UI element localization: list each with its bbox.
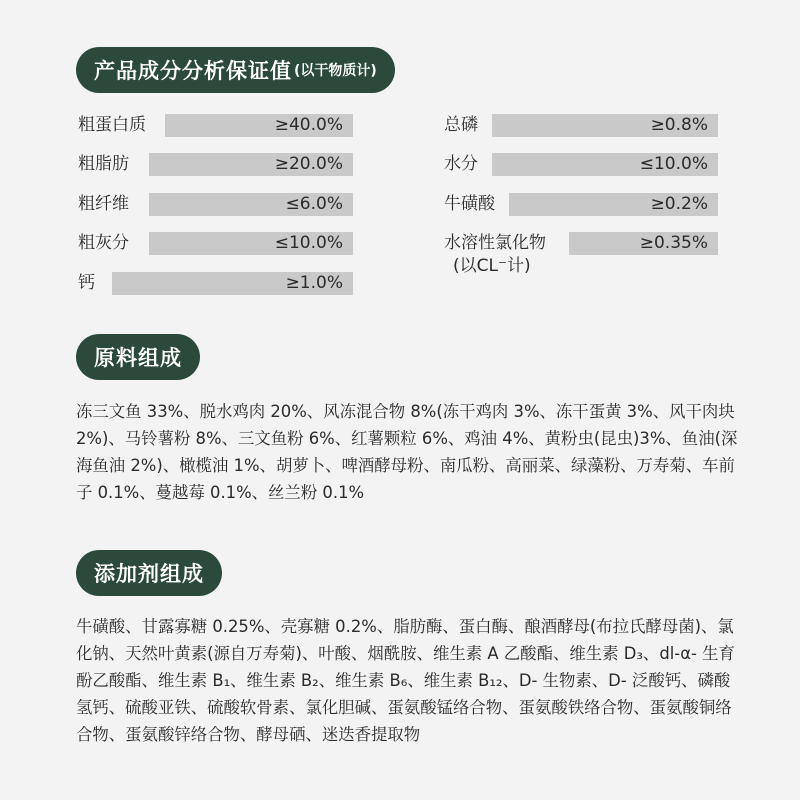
additives-title: 添加剂组成 xyxy=(94,562,204,586)
analysis-label: 粗灰分 xyxy=(78,233,129,253)
analysis-label: 牛磺酸 xyxy=(444,194,495,214)
additives-text: 牛磺酸、甘露寡糖 0.25%、壳寡糖 0.2%、脂肪酶、蛋白酶、酿酒酵母(布拉氏酵母菌)、氯化钠、天然叶黄素(源自万寿菊)、叶酸、烟酰胺、维生素 A 乙酸酯、维生素 D₃、dl-α- 生育酚乙酸酯、维生素 B₁、维生素 B₂、维生素 B₆、维生素 B₁₂、D- 生物素、D- 泛酸钙、磷酸氢钙、硫酸亚铁、硫酸软骨素、氯化胆碱、蛋氨酸锰络合物、蛋氨酸铁络合物、蛋氨酸铜络合物、蛋氨酸锌络合物、酵母硒、迷迭香提取物 xyxy=(76,617,735,744)
analysis-value: ≥0.8% xyxy=(492,114,718,137)
analysis-title: 产品成分分析保证值 xyxy=(94,59,292,83)
analysis-value: ≥1.0% xyxy=(112,272,353,295)
analysis-label-note: (以CL⁻计) xyxy=(453,256,531,276)
additives-section-header xyxy=(76,550,222,596)
analysis-label: 粗脂肪 xyxy=(78,154,129,174)
analysis-label: 总磷 xyxy=(444,115,478,135)
ingredients-title: 原料组成 xyxy=(94,346,182,370)
analysis-value: ≤6.0% xyxy=(149,193,353,216)
analysis-value: ≤10.0% xyxy=(149,232,353,255)
analysis-value: ≥0.2% xyxy=(509,193,718,216)
analysis-label: 粗蛋白质 xyxy=(78,115,146,135)
analysis-label: 钙 xyxy=(78,273,95,293)
analysis-section-header xyxy=(76,47,395,93)
analysis-value: ≥0.35% xyxy=(569,232,718,255)
analysis-value: ≤10.0% xyxy=(492,153,718,176)
ingredients-section-header xyxy=(76,334,200,380)
analysis-subtitle: (以干物质计) xyxy=(294,63,377,79)
analysis-value: ≥20.0% xyxy=(149,153,353,176)
analysis-label: 水溶性氯化物 xyxy=(444,233,546,253)
analysis-label: 水分 xyxy=(444,154,478,174)
ingredients-text: 冻三文鱼 33%、脱水鸡肉 20%、风冻混合物 8%(冻干鸡肉 3%、冻干蛋黄 3%、风干肉块 2%)、马铃薯粉 8%、三文鱼粉 6%、红薯颗粒 6%、鸡油 4%、黄粉虫(昆虫)3%、鱼油(深海鱼油 2%)、橄榄油 1%、胡萝卜、啤酒酵母粉、南瓜粉、高丽菜、绿藻粉、万寿菊、车前子 0.1%、蔓越莓 0.1%、丝兰粉 0.1% xyxy=(76,402,738,502)
analysis-label: 粗纤维 xyxy=(78,194,129,214)
analysis-value: ≥40.0% xyxy=(165,114,353,137)
